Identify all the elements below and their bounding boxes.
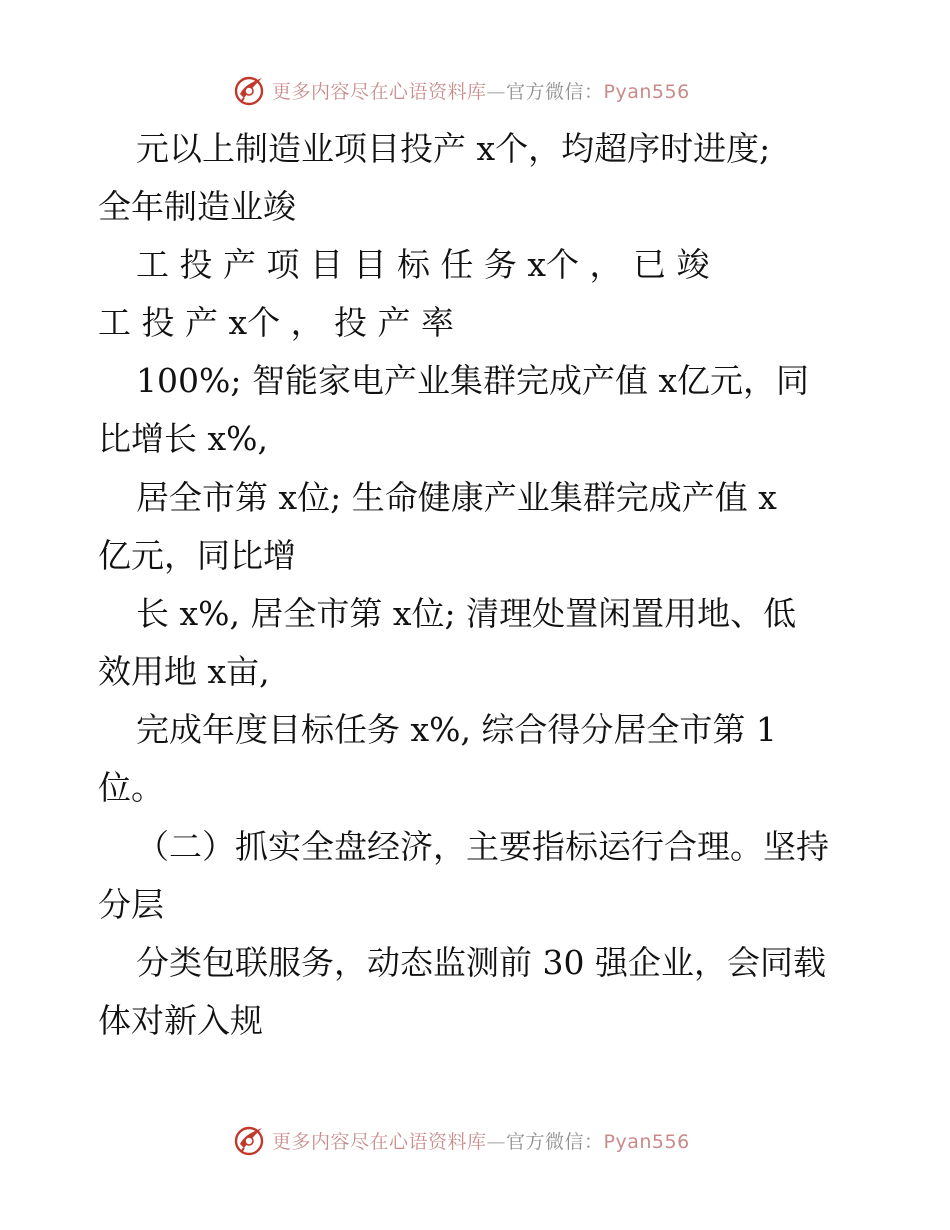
- watermark-dash: —: [486, 80, 507, 103]
- watermark-label: 官方微信：: [506, 80, 604, 103]
- body-line-1: 元以上制造业项目投产 x个，均超序时进度;: [136, 129, 771, 168]
- watermark-site-text: 更多内容尽在心语资料库: [272, 1130, 487, 1153]
- watermark-label: 官方微信：: [506, 1130, 604, 1153]
- watermark-banner-bottom: [232, 1122, 690, 1158]
- body-line-12: 位。: [98, 768, 164, 807]
- watermark-wechat-id: Pyan556: [603, 1130, 690, 1153]
- body-line-16: 体对新入规: [98, 1001, 263, 1040]
- body-line-14: 分层: [98, 885, 164, 924]
- body-line-7: 居全市第 x位; 生命健康产业集群完成产值 x: [136, 478, 777, 517]
- body-line-11: 完成年度目标任务 x%, 综合得分居全市第 1: [136, 710, 777, 749]
- body-line-3: 工 投 产 项 目 目 标 任 务 x个 ， 已 竣: [136, 245, 710, 284]
- body-line-4: 工 投 产 x个 ， 投 产 率: [98, 303, 455, 342]
- body-line-15: 分类包联服务，动态监测前 30 强企业，会同载: [136, 943, 826, 982]
- watermark-wechat-id: Pyan556: [603, 80, 690, 103]
- stylized-pen-logo-icon: [232, 1122, 268, 1158]
- body-line-8: 亿元，同比增: [98, 536, 296, 575]
- body-line-9: 长 x%, 居全市第 x位; 清理处置闲置用地、低: [136, 594, 797, 633]
- body-line-2: 全年制造业竣: [98, 187, 296, 226]
- body-line-13: （二）抓实全盘经济，主要指标运行合理。坚持: [136, 827, 829, 866]
- watermark-site-text: 更多内容尽在心语资料库: [272, 80, 487, 103]
- watermark-text: [272, 1127, 690, 1154]
- body-line-10: 效用地 x亩,: [98, 652, 270, 691]
- watermark-dash: —: [486, 1130, 507, 1153]
- body-line-6: 比增长 x%,: [98, 419, 268, 458]
- body-line-5: 100%; 智能家电产业集群完成产值 x亿元，同: [136, 361, 810, 400]
